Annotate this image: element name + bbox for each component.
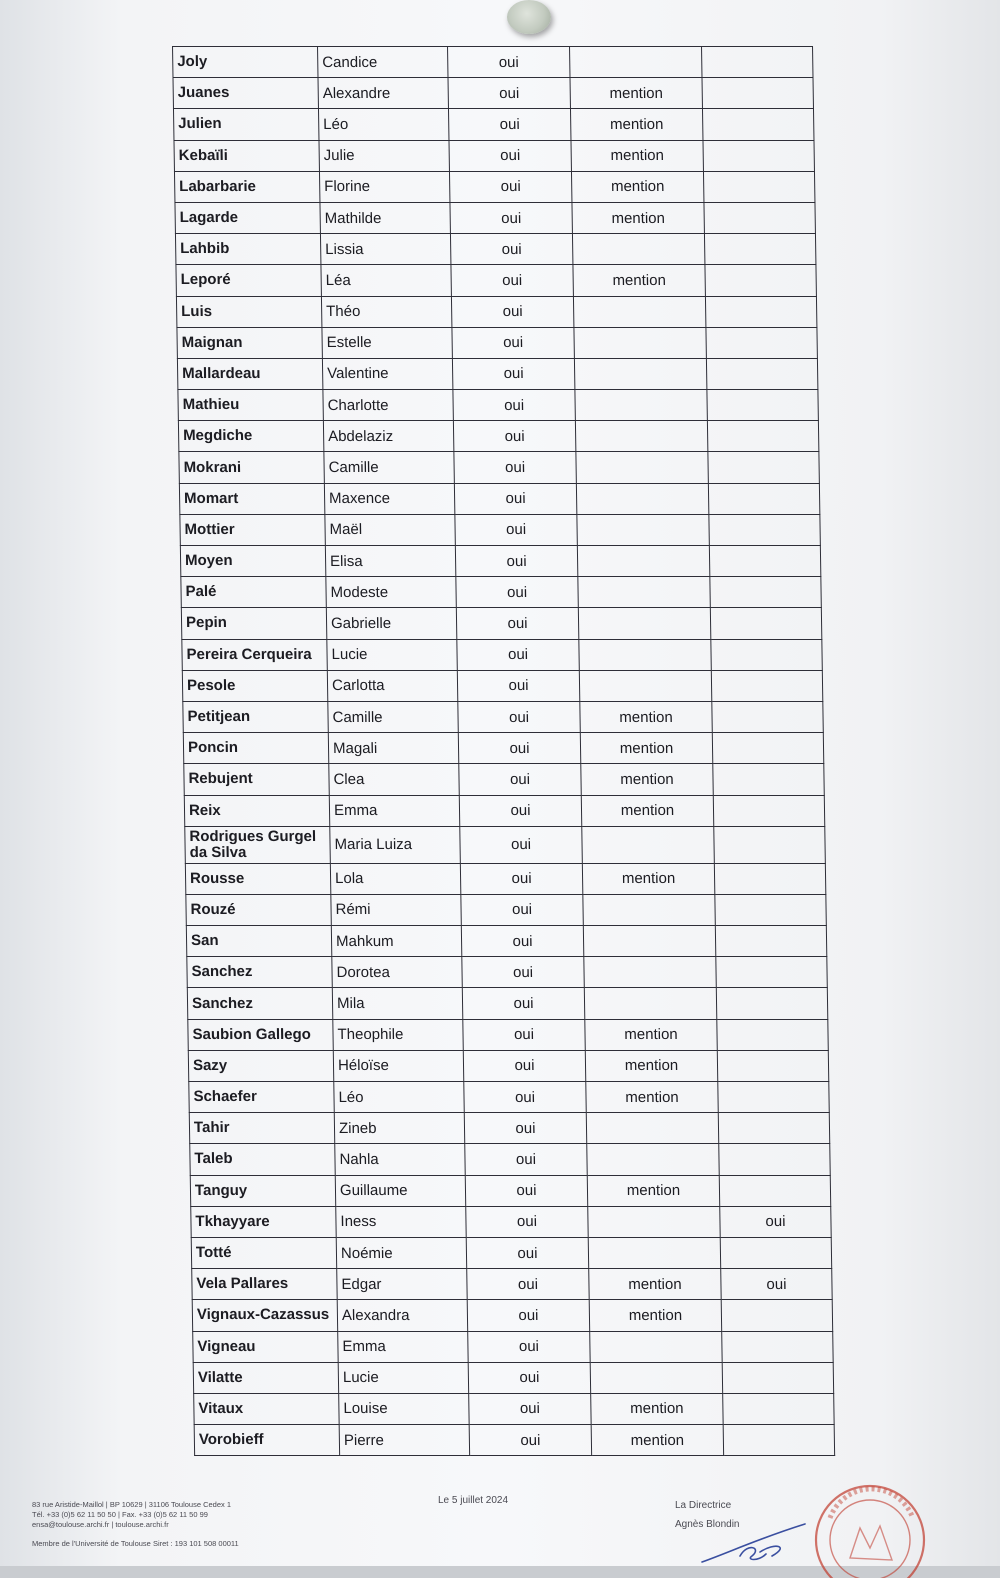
- table-row: [183, 701, 823, 732]
- extra-cell: [720, 1237, 831, 1268]
- mention-cell: mention: [585, 1019, 717, 1050]
- mention-cell: [587, 1144, 719, 1175]
- mention-cell: [576, 483, 708, 514]
- last-name-cell: Tkhayyare: [191, 1206, 336, 1237]
- extra-cell: [719, 1144, 830, 1175]
- table-row: [173, 109, 813, 140]
- mention-cell: mention: [589, 1300, 721, 1331]
- first-name-cell: Mahkum: [331, 926, 461, 957]
- result-cell: oui: [448, 47, 570, 78]
- first-name-cell: Guillaume: [335, 1175, 465, 1206]
- last-name-cell: Vorobieff: [194, 1425, 339, 1456]
- first-name-cell: Valentine: [322, 358, 452, 389]
- first-name-cell: Abdelaziz: [323, 421, 453, 452]
- result-cell: oui: [463, 1050, 585, 1081]
- mention-cell: mention: [570, 78, 702, 109]
- extra-cell: oui: [720, 1206, 831, 1237]
- result-cell: oui: [463, 1019, 585, 1050]
- first-name-cell: Charlotte: [323, 390, 453, 421]
- last-name-cell: Moyen: [180, 546, 325, 577]
- extra-cell: [709, 546, 820, 577]
- first-name-cell: Candice: [318, 47, 448, 78]
- mention-cell: [574, 358, 706, 389]
- extra-cell: [714, 826, 826, 863]
- last-name-cell: Vitaux: [194, 1393, 339, 1424]
- mention-cell: [583, 894, 715, 925]
- table-row: [185, 826, 826, 863]
- table-row: [184, 795, 824, 826]
- last-name-cell: Palé: [181, 577, 326, 608]
- first-name-cell: Rémi: [331, 894, 461, 925]
- table-row: [179, 483, 819, 514]
- first-name-cell: Alexandra: [337, 1300, 467, 1331]
- last-name-cell: Petitjean: [183, 701, 328, 732]
- last-name-cell: Pesole: [182, 670, 327, 701]
- last-name-cell: Joly: [173, 47, 318, 78]
- table-row: [180, 514, 820, 545]
- extra-cell: [702, 47, 813, 78]
- result-cell: oui: [458, 733, 580, 764]
- extra-cell: [704, 202, 815, 233]
- extra-cell: [712, 733, 823, 764]
- mention-cell: mention: [573, 265, 705, 296]
- result-cell: oui: [456, 608, 578, 639]
- table-row: [175, 234, 815, 265]
- last-name-cell: Pereira Cerqueira: [182, 639, 327, 670]
- mention-cell: [590, 1331, 722, 1362]
- mention-cell: mention: [571, 171, 703, 202]
- member-line: Membre de l'Université de Toulouse Siret : 193 101 508 00011: [32, 1539, 239, 1548]
- address-line: 83 rue Aristide-Maillol | BP 10629 | 31106 Toulouse Cedex 1: [32, 1500, 232, 1509]
- first-name-cell: Mila: [332, 988, 462, 1019]
- document-date: Le 5 juillet 2024: [438, 1495, 509, 1506]
- email-line: ensa@toulouse.archi.fr | toulouse.archi.fr: [32, 1520, 169, 1529]
- table-row: [188, 1019, 828, 1050]
- extra-cell: [705, 296, 816, 327]
- last-name-cell: Rousse: [185, 863, 330, 894]
- last-name-cell: Vela Pallares: [192, 1269, 337, 1300]
- extra-cell: [707, 390, 818, 421]
- mention-cell: mention: [591, 1425, 723, 1456]
- mention-cell: [573, 296, 705, 327]
- mention-cell: mention: [580, 733, 712, 764]
- table-row: [176, 296, 816, 327]
- mention-cell: [586, 1113, 718, 1144]
- extra-cell: [723, 1425, 834, 1456]
- extra-cell: [711, 639, 822, 670]
- last-name-cell: Labarbarie: [174, 171, 319, 202]
- extra-cell: [703, 140, 814, 171]
- result-cell: oui: [450, 234, 572, 265]
- first-name-cell: Estelle: [322, 327, 452, 358]
- mention-cell: [578, 608, 710, 639]
- last-name-cell: Tahir: [189, 1113, 334, 1144]
- result-cell: oui: [464, 1082, 586, 1113]
- table-row: [174, 171, 814, 202]
- extra-cell: [713, 764, 824, 795]
- first-name-cell: Camille: [328, 701, 458, 732]
- result-cell: oui: [466, 1237, 588, 1268]
- extra-cell: [723, 1393, 834, 1424]
- result-cell: oui: [457, 639, 579, 670]
- extra-cell: [712, 701, 823, 732]
- mention-cell: mention: [582, 863, 714, 894]
- extra-cell: [719, 1175, 830, 1206]
- table-row: [173, 78, 813, 109]
- first-name-cell: Emma: [338, 1331, 468, 1362]
- result-cell: oui: [465, 1144, 587, 1175]
- first-name-cell: Clea: [329, 764, 459, 795]
- mention-cell: [588, 1237, 720, 1268]
- last-name-cell: Kebaïli: [174, 140, 319, 171]
- result-cell: oui: [467, 1300, 589, 1331]
- first-name-cell: Julie: [319, 140, 449, 171]
- extra-cell: [706, 358, 817, 389]
- result-cell: oui: [458, 701, 580, 732]
- table-row: [191, 1237, 831, 1268]
- first-name-cell: Nahla: [335, 1144, 465, 1175]
- mention-cell: mention: [581, 764, 713, 795]
- first-name-cell: Maxence: [324, 483, 454, 514]
- mention-cell: [579, 670, 711, 701]
- table-row: [193, 1362, 833, 1393]
- results-table: [172, 46, 835, 1456]
- extra-cell: [717, 1019, 828, 1050]
- result-cell: oui: [462, 957, 584, 988]
- first-name-cell: Lola: [330, 863, 460, 894]
- extra-cell: [716, 957, 827, 988]
- result-cell: oui: [451, 296, 573, 327]
- last-name-cell: Taleb: [190, 1144, 335, 1175]
- table-row: [190, 1144, 830, 1175]
- extra-cell: oui: [721, 1269, 832, 1300]
- result-cell: oui: [457, 670, 579, 701]
- table-row: [177, 327, 817, 358]
- result-cell: oui: [464, 1113, 586, 1144]
- table-row: [179, 452, 819, 483]
- first-name-cell: Modeste: [326, 577, 456, 608]
- result-cell: oui: [469, 1393, 591, 1424]
- table-row: [184, 764, 824, 795]
- table-row: [178, 421, 818, 452]
- mention-cell: mention: [572, 202, 704, 233]
- first-name-cell: Gabrielle: [326, 608, 456, 639]
- institution-address: [32, 1500, 322, 1549]
- mention-cell: [584, 988, 716, 1019]
- mention-cell: mention: [570, 109, 702, 140]
- signatory-title: La Directrice: [675, 1500, 732, 1511]
- table-row: [189, 1082, 829, 1113]
- result-cell: oui: [449, 140, 571, 171]
- mention-cell: mention: [580, 701, 712, 732]
- table-row: [186, 894, 826, 925]
- first-name-cell: Alexandre: [318, 78, 448, 109]
- last-name-cell: Lagarde: [175, 202, 320, 233]
- last-name-cell: Leporé: [176, 265, 321, 296]
- last-name-cell: Juanes: [173, 78, 318, 109]
- extra-cell: [711, 670, 822, 701]
- table-row: [194, 1393, 834, 1424]
- mention-cell: [572, 234, 704, 265]
- result-cell: oui: [461, 926, 583, 957]
- table-row: [182, 670, 822, 701]
- first-name-cell: Pierre: [339, 1425, 469, 1456]
- first-name-cell: Lucie: [327, 639, 457, 670]
- extra-cell: [710, 577, 821, 608]
- table-row: [178, 390, 818, 421]
- table-row: [192, 1269, 832, 1300]
- first-name-cell: Lissia: [320, 234, 450, 265]
- extra-cell: [718, 1082, 829, 1113]
- last-name-cell: Vignaux-Cazassus: [192, 1300, 337, 1331]
- result-cell: oui: [452, 358, 574, 389]
- table-row: [176, 265, 816, 296]
- result-cell: oui: [459, 795, 581, 826]
- signatory-name: Agnès Blondin: [675, 1519, 740, 1530]
- mention-cell: mention: [571, 140, 703, 171]
- last-name-cell: Luis: [176, 296, 321, 327]
- extra-cell: [702, 78, 813, 109]
- last-name-cell: Megdiche: [178, 421, 323, 452]
- result-cell: oui: [468, 1331, 590, 1362]
- official-seal-stamp: [800, 1478, 940, 1578]
- mention-cell: [575, 421, 707, 452]
- extra-cell: [707, 421, 818, 452]
- first-name-cell: Maria Luiza: [330, 826, 461, 863]
- table-row: [188, 1050, 828, 1081]
- extra-cell: [708, 452, 819, 483]
- first-name-cell: Noémie: [336, 1237, 466, 1268]
- table-row: [194, 1425, 834, 1456]
- extra-cell: [722, 1331, 833, 1362]
- first-name-cell: Emma: [329, 795, 459, 826]
- table-row: [174, 140, 814, 171]
- result-cell: oui: [452, 327, 574, 358]
- result-cell: oui: [468, 1362, 590, 1393]
- mention-cell: mention: [589, 1269, 721, 1300]
- first-name-cell: Léa: [321, 265, 451, 296]
- last-name-cell: Lahbib: [175, 234, 320, 265]
- last-name-cell: Poncin: [183, 733, 328, 764]
- table-row: [187, 957, 827, 988]
- result-cell: oui: [459, 764, 581, 795]
- table-row: [185, 863, 825, 894]
- result-cell: oui: [455, 546, 577, 577]
- pushpin: [507, 0, 551, 34]
- last-name-cell: San: [186, 926, 331, 957]
- last-name-cell: Mokrani: [179, 452, 324, 483]
- table-row: [192, 1300, 832, 1331]
- mention-cell: [576, 452, 708, 483]
- last-name-cell: Mathieu: [178, 390, 323, 421]
- first-name-cell: Héloïse: [333, 1050, 463, 1081]
- mention-cell: mention: [587, 1175, 719, 1206]
- first-name-cell: Florine: [319, 171, 449, 202]
- result-cell: oui: [455, 514, 577, 545]
- result-cell: oui: [451, 265, 573, 296]
- last-name-cell: Maignan: [177, 327, 322, 358]
- mention-cell: mention: [585, 1050, 717, 1081]
- last-name-cell: Tanguy: [190, 1175, 335, 1206]
- extra-cell: [717, 1050, 828, 1081]
- extra-cell: [709, 514, 820, 545]
- result-cell: oui: [469, 1425, 591, 1456]
- first-name-cell: Dorotea: [332, 957, 462, 988]
- first-name-cell: Elisa: [325, 546, 455, 577]
- first-name-cell: Theophile: [333, 1019, 463, 1050]
- result-cell: oui: [465, 1175, 587, 1206]
- first-name-cell: Iness: [336, 1206, 466, 1237]
- last-name-cell: Saubion Gallego: [188, 1019, 333, 1050]
- mention-cell: [582, 826, 715, 863]
- result-cell: oui: [448, 109, 570, 140]
- mention-cell: [574, 327, 706, 358]
- result-cell: oui: [453, 421, 575, 452]
- last-name-cell: Pepin: [181, 608, 326, 639]
- table-row: [181, 608, 821, 639]
- last-name-cell: Julien: [173, 109, 318, 140]
- result-cell: oui: [460, 863, 582, 894]
- last-name-cell: Rebujent: [184, 764, 329, 795]
- result-cell: oui: [461, 894, 583, 925]
- contact-line: Tél. +33 (0)5 62 11 50 50 | Fax. +33 (0)5 62 11 50 99: [32, 1510, 208, 1519]
- first-name-cell: Léo: [334, 1082, 464, 1113]
- extra-cell: [703, 171, 814, 202]
- extra-cell: [715, 894, 826, 925]
- result-cell: oui: [460, 826, 583, 863]
- mention-cell: [584, 957, 716, 988]
- table-row: [183, 733, 823, 764]
- extra-cell: [714, 863, 825, 894]
- last-name-cell: Momart: [179, 483, 324, 514]
- last-name-cell: Totté: [191, 1237, 336, 1268]
- mention-cell: [583, 926, 715, 957]
- last-name-cell: Reix: [184, 795, 329, 826]
- mention-cell: [588, 1206, 720, 1237]
- table-row: [175, 202, 815, 233]
- result-cell: oui: [456, 577, 578, 608]
- table-row: [187, 988, 827, 1019]
- table-row: [177, 358, 817, 389]
- extra-cell: [705, 265, 816, 296]
- results-table-body: [173, 47, 835, 1456]
- last-name-cell: Sazy: [188, 1050, 333, 1081]
- extra-cell: [706, 327, 817, 358]
- result-cell: oui: [453, 390, 575, 421]
- first-name-cell: Magali: [328, 733, 458, 764]
- first-name-cell: Maël: [325, 514, 455, 545]
- table-row: [191, 1206, 831, 1237]
- result-cell: oui: [448, 78, 570, 109]
- mention-cell: [570, 47, 702, 78]
- first-name-cell: Théo: [321, 296, 451, 327]
- mention-cell: mention: [581, 795, 713, 826]
- last-name-cell: Sanchez: [187, 957, 332, 988]
- result-cell: oui: [467, 1269, 589, 1300]
- first-name-cell: Carlotta: [327, 670, 457, 701]
- table-row: [173, 47, 813, 78]
- result-cell: oui: [450, 202, 572, 233]
- result-cell: oui: [454, 483, 576, 514]
- last-name-cell: Rodrigues Gurgel da Silva: [185, 826, 331, 863]
- table-row: [181, 577, 821, 608]
- mention-cell: mention: [586, 1082, 718, 1113]
- table-row: [182, 639, 822, 670]
- extra-cell: [704, 234, 815, 265]
- first-name-cell: Louise: [339, 1393, 469, 1424]
- last-name-cell: Schaefer: [189, 1082, 334, 1113]
- mention-cell: [579, 639, 711, 670]
- extra-cell: [718, 1113, 829, 1144]
- extra-cell: [702, 109, 813, 140]
- result-cell: oui: [454, 452, 576, 483]
- extra-cell: [721, 1300, 832, 1331]
- mention-cell: [575, 390, 707, 421]
- result-cell: oui: [449, 171, 571, 202]
- result-cell: oui: [466, 1206, 588, 1237]
- table-row: [189, 1113, 829, 1144]
- first-name-cell: Mathilde: [320, 202, 450, 233]
- extra-cell: [708, 483, 819, 514]
- last-name-cell: Mallardeau: [177, 358, 322, 389]
- last-name-cell: Vilatte: [193, 1362, 338, 1393]
- table-row: [186, 926, 826, 957]
- mention-cell: [578, 577, 710, 608]
- result-cell: oui: [462, 988, 584, 1019]
- last-name-cell: Sanchez: [187, 988, 332, 1019]
- mention-cell: mention: [591, 1393, 723, 1424]
- first-name-cell: Edgar: [337, 1269, 467, 1300]
- mention-cell: [577, 546, 709, 577]
- extra-cell: [715, 926, 826, 957]
- table-row: [190, 1175, 830, 1206]
- mention-cell: [577, 514, 709, 545]
- first-name-cell: Léo: [318, 109, 448, 140]
- first-name-cell: Zineb: [334, 1113, 464, 1144]
- last-name-cell: Rouzé: [186, 894, 331, 925]
- extra-cell: [710, 608, 821, 639]
- last-name-cell: Vigneau: [193, 1331, 338, 1362]
- table-row: [180, 546, 820, 577]
- first-name-cell: Camille: [324, 452, 454, 483]
- first-name-cell: Lucie: [338, 1362, 468, 1393]
- extra-cell: [713, 795, 824, 826]
- extra-cell: [716, 988, 827, 1019]
- table-row: [193, 1331, 833, 1362]
- mention-cell: [590, 1362, 722, 1393]
- extra-cell: [722, 1362, 833, 1393]
- last-name-cell: Mottier: [180, 514, 325, 545]
